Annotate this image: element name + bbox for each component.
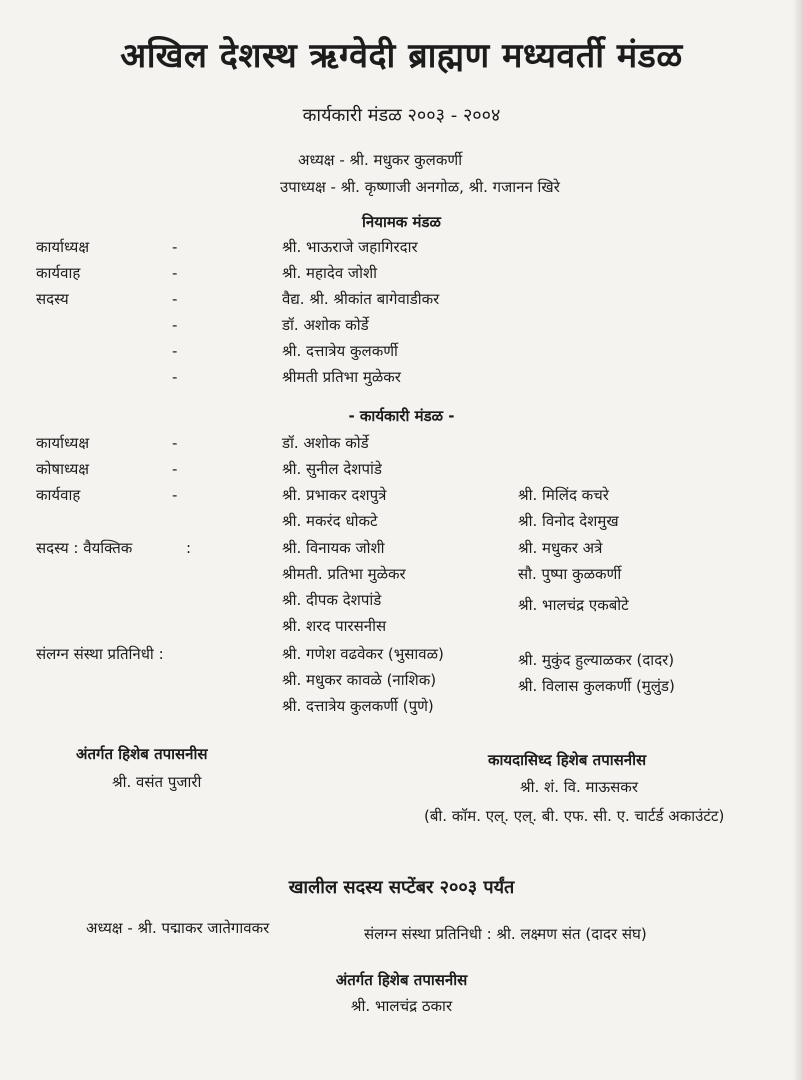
karyakari-name: श्री. दीपक देशपांडे — [282, 591, 382, 609]
karyakari-name: श्री. मधुकर कावळे (नाशिक) — [282, 671, 437, 689]
karyakari-role: कार्यवाह — [36, 486, 81, 504]
page-edge-shadow — [793, 0, 803, 1080]
previous-auditor-heading: अंतर्गत हिशेब तपासनीस — [335, 971, 468, 989]
previous-members-heading: खालील सदस्य सप्टेंबर २००३ पर्यंत — [288, 877, 515, 898]
niyamak-role: कार्यवाह — [36, 264, 81, 282]
karyakari-name-2: सौ. पुष्पा कुळकर्णी — [518, 565, 622, 583]
karyakari-dash: - — [172, 434, 178, 452]
karyakari-name: डॉ. अशोक कोर्डे — [282, 434, 369, 452]
niyamak-role: सदस्य — [36, 290, 69, 308]
niyamak-name: श्री. दत्तात्रेय कुलकर्णी — [282, 342, 398, 360]
president-line: अध्यक्ष - श्री. मधुकर कुलकर्णी — [298, 151, 463, 169]
karyakari-name-2: श्री. विलास कुलकर्णी (मुलुंड) — [518, 677, 675, 695]
karyakari-dash: - — [172, 486, 178, 504]
niyamak-name: श्री. भाऊराजे जहागिरदार — [282, 238, 418, 256]
niyamak-dash: - — [172, 316, 178, 334]
niyamak-dash: - — [172, 264, 178, 282]
previous-representative: संलग्न संस्था प्रतिनिधी : श्री. लक्ष्मण संत (दादर संघ) — [364, 925, 647, 943]
karyakari-name: श्री. दत्तात्रेय कुलकर्णी (पुणे) — [282, 697, 434, 715]
karyakari-name: श्री. मकरंद धोकटे — [282, 512, 378, 530]
karyakari-name: श्री. गणेश वढवेकर (भुसावळ) — [282, 645, 444, 663]
page-subtitle: कार्यकारी मंडळ २००३ - २००४ — [302, 105, 501, 126]
karyakari-role: सदस्य : वैयक्तिक — [36, 539, 133, 557]
karyakari-name: श्री. शरद पारसनीस — [282, 617, 387, 635]
niyamak-name: वैद्य. श्री. श्रीकांत बागेवाडीकर — [282, 290, 440, 308]
legal-auditor-qualification: (बी. कॉम. एल्. एल्. बी. एफ. सी. ए. चार्टर्ड अकाउंटंट) — [424, 807, 725, 825]
karyakari-name: श्रीमती. प्रतिभा मुळेकर — [282, 565, 406, 583]
karyakari-name: श्री. सुनील देशपांडे — [282, 460, 382, 478]
karyakari-name-2: श्री. मिलिंद कचरे — [518, 486, 609, 504]
legal-auditor-name: श्री. शं. वि. माऊसकर — [520, 778, 638, 796]
karyakari-name-2: श्री. मुकुंद हुल्याळकर (दादर) — [518, 651, 675, 669]
niyamak-dash: - — [172, 342, 178, 360]
internal-auditor-heading: अंतर्गत हिशेब तपासनीस — [76, 745, 208, 763]
niyamak-name: डॉ. अशोक कोर्डे — [282, 316, 369, 334]
niyamak-dash: - — [172, 238, 178, 256]
niyamak-dash: - — [172, 368, 178, 386]
karyakari-name-2: श्री. मधुकर अत्रे — [518, 539, 603, 557]
karyakari-heading: - कार्यकारी मंडळ - — [348, 407, 455, 425]
karyakari-name-2: श्री. विनोद देशमुख — [518, 512, 619, 530]
niyamak-heading: नियामक मंडळ — [362, 213, 441, 231]
karyakari-dash: - — [172, 460, 178, 478]
karyakari-name-2: श्री. भालचंद्र एकबोटे — [518, 596, 629, 614]
niyamak-role: कार्याध्यक्ष — [36, 238, 90, 256]
previous-auditor-name: श्री. भालचंद्र ठकार — [350, 997, 453, 1015]
vice-president-line: उपाध्यक्ष - श्री. कृष्णाजी अनगोळ, श्री. गजानन खिरे — [280, 178, 560, 196]
niyamak-name: श्रीमती प्रतिभा मुळेकर — [282, 368, 401, 386]
karyakari-role: कार्याध्यक्ष — [36, 434, 90, 452]
karyakari-name: श्री. प्रभाकर दशपुत्रे — [282, 486, 387, 504]
previous-president: अध्यक्ष - श्री. पद्माकर जातेगावकर — [86, 919, 270, 937]
karyakari-name: श्री. विनायक जोशी — [282, 539, 385, 557]
legal-auditor-heading: कायदासिध्द हिशेब तपासनीस — [488, 751, 647, 769]
page-title: अखिल देशस्थ ऋग्वेदी ब्राह्मण मध्यवर्ती मंडळ — [120, 36, 683, 76]
niyamak-name: श्री. महादेव जोशी — [282, 264, 378, 282]
karyakari-role: संलग्न संस्था प्रतिनिधी : — [36, 645, 164, 663]
niyamak-dash: - — [172, 290, 178, 308]
karyakari-role: कोषाध्यक्ष — [36, 460, 90, 478]
internal-auditor-name: श्री. वसंत पुजारी — [112, 773, 202, 791]
karyakari-dash: : — [186, 539, 192, 557]
